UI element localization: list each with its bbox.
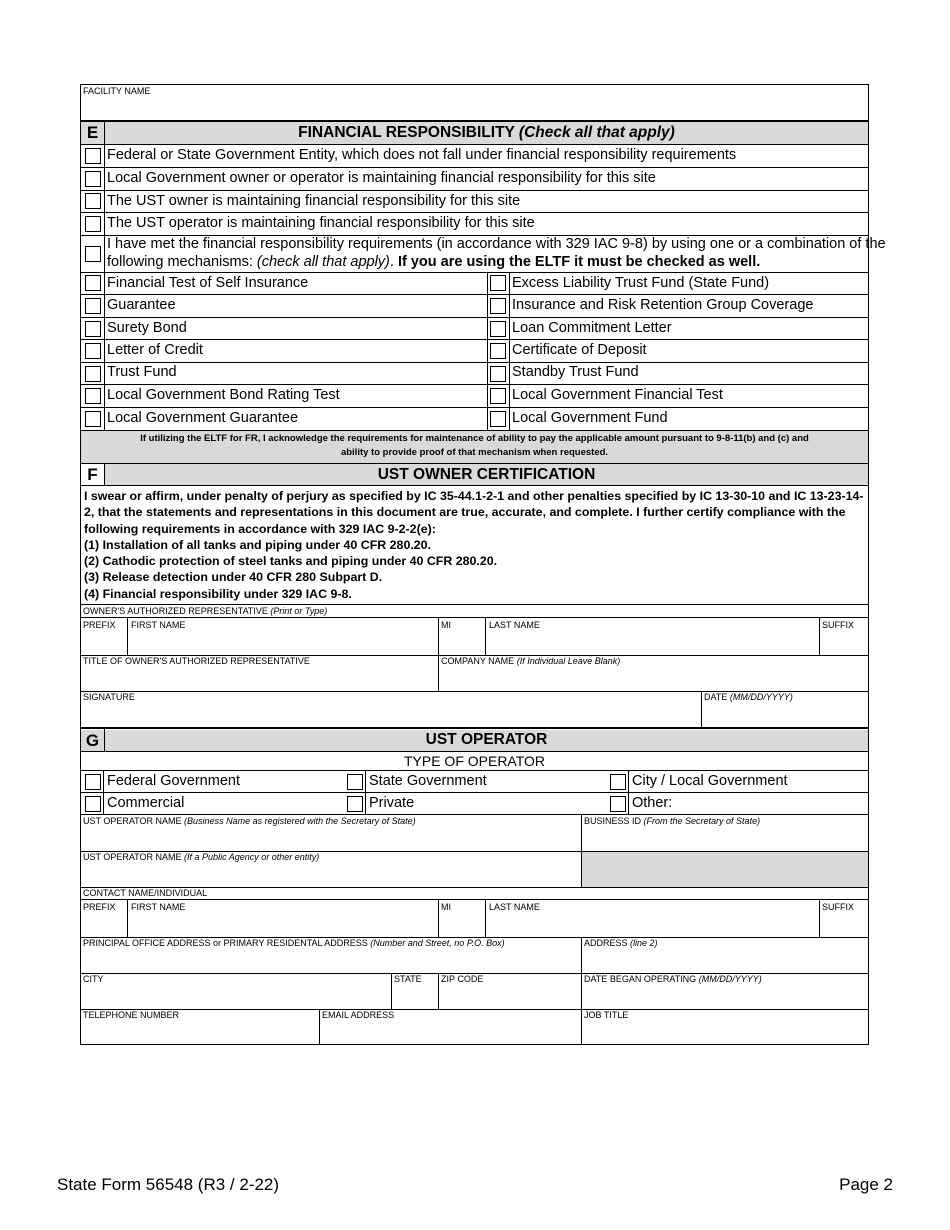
- mech-label-lg-financial-test: Local Government Financial Test: [512, 387, 723, 403]
- city-field[interactable]: [81, 986, 390, 1008]
- mech-checkbox-trust-fund[interactable]: [85, 366, 101, 382]
- address-line2-label: ADDRESS (line 2): [584, 938, 658, 948]
- section-g-letter: G: [85, 731, 100, 750]
- contact-suffix-field[interactable]: [820, 914, 868, 936]
- owner-suffix-label: SUFFIX: [822, 620, 855, 630]
- principal-address-field[interactable]: [81, 950, 580, 972]
- contact-mi-label: MI: [441, 902, 451, 912]
- contact-prefix-label: PREFIX: [83, 902, 116, 912]
- fr-option-ust-owner: The UST owner is maintaining financial responsibility for this site: [107, 193, 521, 209]
- telephone-label: TELEPHONE NUMBER: [83, 1010, 180, 1020]
- owner-rep-title-field[interactable]: [81, 668, 437, 690]
- mech-checkbox-insurance[interactable]: [490, 298, 506, 314]
- signature-field[interactable]: [81, 704, 700, 726]
- owner-suffix-field[interactable]: [820, 632, 868, 654]
- owner-certification-text: I swear or affirm, under penalty of perjury as specified by IC 35-44.1-2-1 and other penalties specified by IC 13-30-10 and IC 13-23-14- 2, that the statements and representations in this document are true, accurate, and complete. I further certify compliance with the following requirements in accordance with 329 IAC 9-2-2(e): (1) Installation of all tanks and piping under 40 CFR 280.20. (2) Cathodic protection of steel tanks and piping under 40 CFR 280.20. (3) Release detection under 40 CFR 280 Subpart D. (4) Financial responsibility under 329 IAC 9-8.: [84, 489, 864, 601]
- op-type-other-field[interactable]: [680, 794, 866, 812]
- mech-label-loan-commitment: Loan Commitment Letter: [512, 320, 672, 336]
- mech-label-surety-bond: Surety Bond: [107, 320, 187, 336]
- mech-label-certificate-deposit: Certificate of Deposit: [512, 342, 647, 358]
- mech-checkbox-letter-of-credit[interactable]: [85, 343, 101, 359]
- telephone-field[interactable]: [81, 1022, 318, 1044]
- op-type-checkbox-commercial[interactable]: [85, 796, 101, 812]
- owner-first-name-field[interactable]: [128, 632, 437, 654]
- city-label: CITY: [83, 974, 104, 984]
- op-type-checkbox-private[interactable]: [347, 796, 363, 812]
- section-g-title: UST OPERATOR: [425, 731, 548, 748]
- mech-checkbox-certificate-deposit[interactable]: [490, 343, 506, 359]
- zip-code-label: ZIP CODE: [441, 974, 484, 984]
- mech-checkbox-bond-rating[interactable]: [85, 388, 101, 404]
- owner-last-name-label: LAST NAME: [489, 620, 540, 630]
- section-f-title: UST OWNER CERTIFICATION: [377, 466, 596, 483]
- fr-option-ust-operator: The UST operator is maintaining financial responsibility for this site: [107, 215, 535, 231]
- page-number: Page 2: [839, 1175, 893, 1194]
- mech-label-insurance: Insurance and Risk Retention Group Coverage: [512, 297, 814, 313]
- op-type-label-private: Private: [369, 795, 415, 811]
- facility-name-field[interactable]: [81, 97, 868, 120]
- op-type-label-city-local: City / Local Government: [632, 773, 788, 789]
- mech-checkbox-lg-guarantee[interactable]: [85, 411, 101, 427]
- op-type-label-other: Other:: [632, 795, 673, 811]
- signature-label: SIGNATURE: [83, 692, 135, 702]
- fr-mechanism-line1: I have met the financial responsibility requirements (in accordance with 329 IAC 9-8) by using one or a combination of the: [107, 236, 886, 252]
- owner-prefix-label: PREFIX: [83, 620, 116, 630]
- owner-rep-label: OWNER'S AUTHORIZED REPRESENTATIVE (Print or Type): [83, 606, 328, 616]
- facility-name-label: FACILITY NAME: [83, 86, 151, 96]
- contact-first-name-label: FIRST NAME: [131, 902, 186, 912]
- mech-label-lg-guarantee: Local Government Guarantee: [107, 410, 299, 426]
- section-f-letter: F: [87, 465, 98, 484]
- mech-label-letter-of-credit: Letter of Credit: [107, 342, 203, 358]
- mech-checkbox-standby-trust[interactable]: [490, 366, 506, 382]
- op-type-label-state: State Government: [369, 773, 487, 789]
- zip-code-field[interactable]: [439, 986, 580, 1008]
- section-e-letter: E: [86, 123, 99, 142]
- op-name-public-label: UST OPERATOR NAME (If a Public Agency or other entity): [83, 852, 320, 862]
- fr-checkbox-local-government[interactable]: [85, 171, 101, 187]
- fr-option-federal-state: Federal or State Government Entity, which does not fall under financial responsibility requirements: [107, 147, 737, 163]
- mech-label-guarantee: Guarantee: [107, 297, 176, 313]
- business-id-label: BUSINESS ID (From the Secretary of State): [584, 816, 761, 826]
- owner-rep-title-label: TITLE OF OWNER'S AUTHORIZED REPRESENTATIVE: [83, 656, 310, 666]
- fr-mechanism-line2: following mechanisms: (check all that apply). If you are using the ELTF it must be checked as well.: [107, 254, 761, 270]
- contact-last-name-label: LAST NAME: [489, 902, 540, 912]
- date-began-field[interactable]: [582, 986, 868, 1008]
- email-label: EMAIL ADDRESS: [322, 1010, 395, 1020]
- eltf-note: If utilizing the ELTF for FR, I acknowledge the requirements for maintenance of ability to pay the applicable amount pursuant to 9-8-11(b) and (c) and ability to provide proof of that mechanism when requested.: [140, 433, 809, 458]
- mech-checkbox-surety-bond[interactable]: [85, 321, 101, 337]
- owner-date-field[interactable]: [702, 704, 868, 726]
- op-name-public-field[interactable]: [81, 864, 580, 886]
- owner-date-label: DATE (MM/DD/YYYY): [704, 692, 793, 702]
- fr-checkbox-ust-operator[interactable]: [85, 216, 101, 232]
- address-line2-field[interactable]: [582, 950, 868, 972]
- mech-checkbox-lg-fund[interactable]: [490, 411, 506, 427]
- state-label: STATE: [394, 974, 422, 984]
- mech-checkbox-self-insurance[interactable]: [85, 275, 101, 291]
- mech-label-bond-rating: Local Government Bond Rating Test: [107, 387, 340, 403]
- contact-mi-field[interactable]: [439, 914, 484, 936]
- mech-label-standby-trust: Standby Trust Fund: [512, 364, 639, 380]
- op-name-field[interactable]: [81, 828, 580, 850]
- mech-checkbox-eltf[interactable]: [490, 275, 506, 291]
- company-name-label: COMPANY NAME (If Individual Leave Blank): [441, 656, 621, 666]
- email-field[interactable]: [320, 1022, 580, 1044]
- contact-last-name-field[interactable]: [486, 914, 818, 936]
- fr-checkbox-federal-state[interactable]: [85, 148, 101, 164]
- mech-label-trust-fund: Trust Fund: [107, 364, 177, 380]
- op-type-label-federal: Federal Government: [107, 773, 240, 789]
- mech-checkbox-guarantee[interactable]: [85, 298, 101, 314]
- contact-prefix-field[interactable]: [81, 914, 126, 936]
- date-began-label: DATE BEGAN OPERATING (MM/DD/YYYY): [584, 974, 762, 984]
- company-name-field[interactable]: [439, 668, 868, 690]
- job-title-field[interactable]: [582, 1022, 868, 1044]
- mech-checkbox-lg-financial-test[interactable]: [490, 388, 506, 404]
- type-of-operator-title: TYPE OF OPERATOR: [403, 753, 546, 769]
- contact-suffix-label: SUFFIX: [822, 902, 855, 912]
- contact-first-name-field[interactable]: [128, 914, 437, 936]
- mech-label-self-insurance: Financial Test of Self Insurance: [107, 275, 309, 291]
- shaded-blank-cell: [582, 852, 868, 887]
- op-type-checkbox-federal[interactable]: [85, 774, 101, 790]
- op-type-checkbox-city-local[interactable]: [610, 774, 626, 790]
- owner-first-name-label: FIRST NAME: [131, 620, 186, 630]
- op-type-checkbox-other[interactable]: [610, 796, 626, 812]
- owner-prefix-field[interactable]: [81, 632, 126, 654]
- fr-option-local-government: Local Government owner or operator is maintaining financial responsibility for this site: [107, 170, 656, 186]
- mech-checkbox-loan-commitment[interactable]: [490, 321, 506, 337]
- form-id: State Form 56548 (R3 / 2-22): [57, 1175, 280, 1194]
- op-type-label-commercial: Commercial: [107, 795, 185, 811]
- owner-last-name-field[interactable]: [486, 632, 818, 654]
- owner-mi-field[interactable]: [439, 632, 484, 654]
- op-name-label: UST OPERATOR NAME (Business Name as registered with the Secretary of State): [83, 816, 416, 826]
- job-title-label: JOB TITLE: [584, 1010, 629, 1020]
- section-e-title: FINANCIAL RESPONSIBILITY (Check all that apply): [298, 124, 675, 141]
- state-field[interactable]: [392, 986, 437, 1008]
- op-type-checkbox-state[interactable]: [347, 774, 363, 790]
- mech-label-lg-fund: Local Government Fund: [512, 410, 668, 426]
- fr-checkbox-mechanisms[interactable]: [85, 246, 101, 262]
- contact-name-label: CONTACT NAME/INDIVIDUAL: [83, 888, 208, 898]
- fr-checkbox-ust-owner[interactable]: [85, 193, 101, 209]
- owner-mi-label: MI: [441, 620, 451, 630]
- mech-label-eltf: Excess Liability Trust Fund (State Fund): [512, 275, 770, 291]
- principal-address-label: PRINCIPAL OFFICE ADDRESS or PRIMARY RESIDENTAL ADDRESS (Number and Street, no P.O. Box): [83, 938, 505, 948]
- business-id-field[interactable]: [582, 828, 868, 850]
